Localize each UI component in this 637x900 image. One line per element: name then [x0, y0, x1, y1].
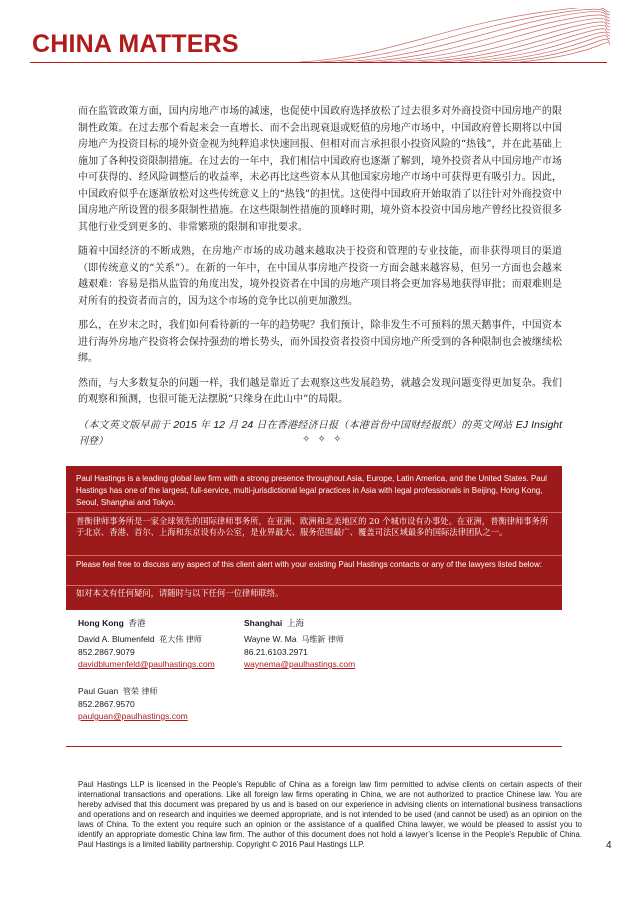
office-heading: Shanghai 上海 [244, 618, 305, 629]
contact-name: Paul Guan 管荣 律师 [78, 686, 158, 696]
office-heading: Hong Kong 香港 [78, 618, 146, 629]
box-divider [66, 585, 562, 586]
publication-note: （本文英文版早前于 2015 年 12 月 24 日在香港经济日报（本港首份中国财经报纸）的英文网站 EJ Insight 刊登） [78, 418, 563, 447]
contact-invite-cn: 如对本文有任何疑问，请随时与以下任何一位律师联络。 [76, 588, 284, 598]
section-separator: ✧ ✧ ✧ [302, 434, 344, 445]
contact-phone: 852.2867.9570 [78, 699, 135, 709]
contact-phone: 86.21.6103.2971 [244, 647, 308, 657]
contact-name: David A. Blumenfeld 花大伟 律师 [78, 634, 202, 644]
contact-card [78, 633, 215, 670]
firm-info-box [66, 466, 562, 610]
body-paragraph: 而在监管政策方面，国内房地产市场的减速，也促使中国政府选择放松了过去很多对外商投资中国房地产的限制性政策。在过去那个看起来会一直增长、而不会出现衰退或贬值的房地产市场中，中国政府曾长期将以中国房地产为投资目标的境外资金视为纯粹追求快速回报、但相对而言承担很小投资风险的“热钱”，并在此基础上施加了各种投资限制措施。在过去的一年中，我们相信中国政府也逐渐了解到，境外投资者从中国房地产市场中可获得的、经风险调整后的收益率，未必再比这些资本从其他国家房地产市场中可获得更有吸引力。因此，中国政府似乎在逐渐放松对这些传统意义上的“热钱”的担忧。这使得中国政府开始取消了以往针对外商投资中国房地产所设置的很多限制性措施。在这些限制性措施的顶峰时期，境外资本投资中国房地产曾经比投资很多其他行业受到更多的、非常繁琐的限制和审批要求。 [78, 106, 562, 233]
about-firm-cn: 普衡律师事务所是一家全球领先的国际律师事务所，在亚洲、欧洲和北美地区的 20 个城市设有办事处。在亚洲，普衡律师事务所于北京、香港、首尔、上海和东京设有办公室，是业界最大、服务范围最广、覆盖司法区域最多的国际法律团队之一。 [76, 516, 549, 537]
page-header [0, 0, 637, 66]
about-firm-en: Paul Hastings is a leading global law firm with a strong presence throughout Asia, Europe, Latin America, and the United States. Paul Hastings has one of the largest, full-service, multi-jurisdictional legal practices in Asia with legal professionals in Beijing, Hong Kong, Seoul, Shanghai and Tokyo. [76, 474, 547, 507]
contact-email-link[interactable]: davidblumenfeld@paulhastings.com [78, 659, 215, 669]
decorative-curves-graphic [300, 8, 610, 64]
hong-kong-contacts [78, 615, 215, 721]
body-paragraph: 随着中国经济的不断成熟，在房地产市场的成功越来越取决于投资和管理的专业技能，而非获得项目的渠道（即传统意义的“关系”）。在新的一年中，在中国从事房地产投资一方面会越来越容易，但另一方面也会越来越艰难：容易是指从监管的角度出发，境外投资者在中国的房地产项目将会更加容易地获得审批；而艰难则是对所有的投资者而言的，因为这个市场的竞争比以前更加激烈。 [78, 246, 562, 307]
contact-email-link[interactable]: waynema@paulhastings.com [244, 659, 356, 669]
contact-email-link[interactable]: paulguan@paulhastings.com [78, 711, 188, 721]
footer-divider [66, 746, 562, 747]
contact-card [244, 633, 355, 670]
body-paragraph: 那么，在岁末之时，我们如何看待新的一年的趋势呢？我们预计，除非发生不可预料的黑天鹅事件，中国资本进行海外房地产投资将会保持强劲的增长势头，而外国投资者投资中国房地产所受到的各种限制也会被继续松绑。 [78, 320, 562, 364]
box-divider [66, 512, 562, 513]
shanghai-contacts [244, 615, 356, 669]
article-body [78, 104, 562, 459]
box-divider [66, 555, 562, 556]
contact-invite-en: Please feel free to discuss any aspect of this client alert with your existing Paul Hastings contacts or any of the lawyers listed below: [76, 560, 543, 569]
legal-disclaimer: Paul Hastings LLP is licensed in the People’s Republic of China as a foreign law firm permitted to advise clients on certain aspects of their international transactions and operations. Like all foreign law firms operating in China, we are not authorized to practice Chinese law. You are hereby advised that this document was prepared by us and is based on our experience in advising clients on international business transactions and operations and on research and inquiries we deemed appropriate, and is not intended to be used (and cannot be used) as an opinion on the laws of China. To the extent you require such an opinion or the assistance of a qualified China lawyer, we would be pleased to assist you to identify an appropriate domestic China law firm. The author of this document does not hold a lawyer’s license in the People’s Republic of China. Paul Hastings is a limited liability partnership. Copyright © 2016 Paul Hastings LLP. [78, 780, 582, 849]
page-number: 4 [606, 840, 612, 851]
contact-phone: 852.2867.9079 [78, 647, 135, 657]
body-paragraph: 然而，与大多数复杂的问题一样，我们越是靠近了去观察这些发展趋势，就越会发现问题变得更加复杂。我们的观察和预测，也很可能无法摆脱“只缘身在此山中”的局限。 [78, 377, 562, 405]
contact-name: Wayne W. Ma 马维新 律师 [244, 634, 344, 644]
contact-card [78, 685, 188, 722]
header-divider [30, 62, 607, 63]
china-matters-logo: CHINA MATTERS [32, 30, 239, 58]
